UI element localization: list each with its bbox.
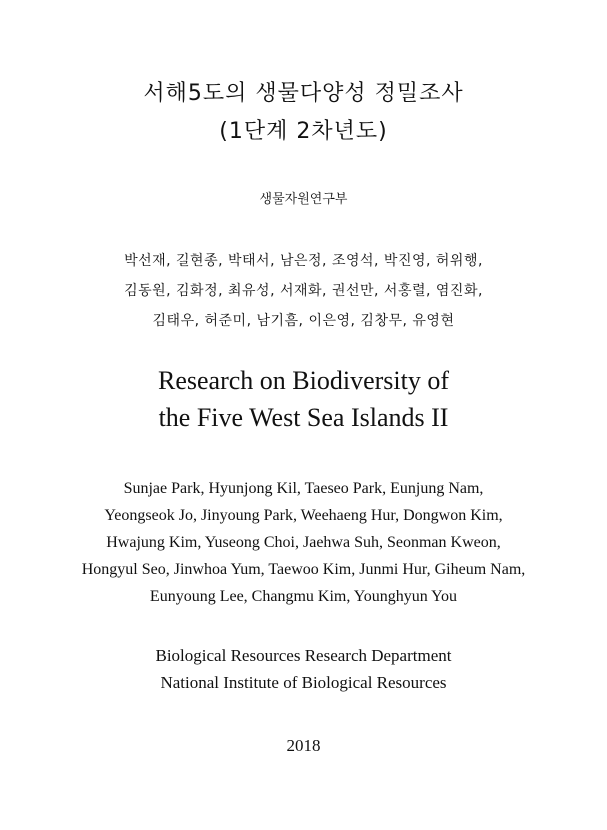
- english-title-line-2: the Five West Sea Islands II: [158, 403, 449, 432]
- korean-title-line-2: (1단계 2차년도): [219, 119, 388, 144]
- english-department: Biological Resources Research Department: [155, 646, 452, 665]
- english-institute: National Institute of Biological Resources: [160, 673, 447, 692]
- english-authors-line: Hwajung Kim, Yuseong Choi, Jaehwa Suh, Seonman Kweon,: [106, 534, 501, 551]
- korean-authors-line: 김동원, 김화정, 최유성, 서재화, 권선만, 서홍렬, 염진화,: [124, 283, 483, 299]
- korean-title-line-1: 서해5도의 생물다양성 정밀조사: [143, 81, 464, 106]
- korean-department: 생물자원연구부: [259, 192, 348, 207]
- english-authors-line: Hongyul Seo, Jinwhoa Yum, Taewoo Kim, Junmi Hur, Giheum Nam,: [81, 561, 526, 578]
- english-authors-line: Sunjae Park, Hyunjong Kil, Taeseo Park, Eunjung Nam,: [123, 480, 484, 497]
- publication-year: 2018: [286, 736, 321, 755]
- english-authors-line: Yeongseok Jo, Jinyoung Park, Weehaeng Hur, Dongwon Kim,: [104, 507, 503, 524]
- korean-authors-line: 박선재, 길현종, 박태서, 남은정, 조영석, 박진영, 허위행,: [124, 253, 483, 269]
- english-title-line-1: Research on Biodiversity of: [158, 366, 449, 395]
- korean-authors-line: 김태우, 허준미, 남기흠, 이은영, 김창무, 유영현: [152, 313, 455, 329]
- english-authors-line: Eunyoung Lee, Changmu Kim, Younghyun You: [149, 588, 458, 605]
